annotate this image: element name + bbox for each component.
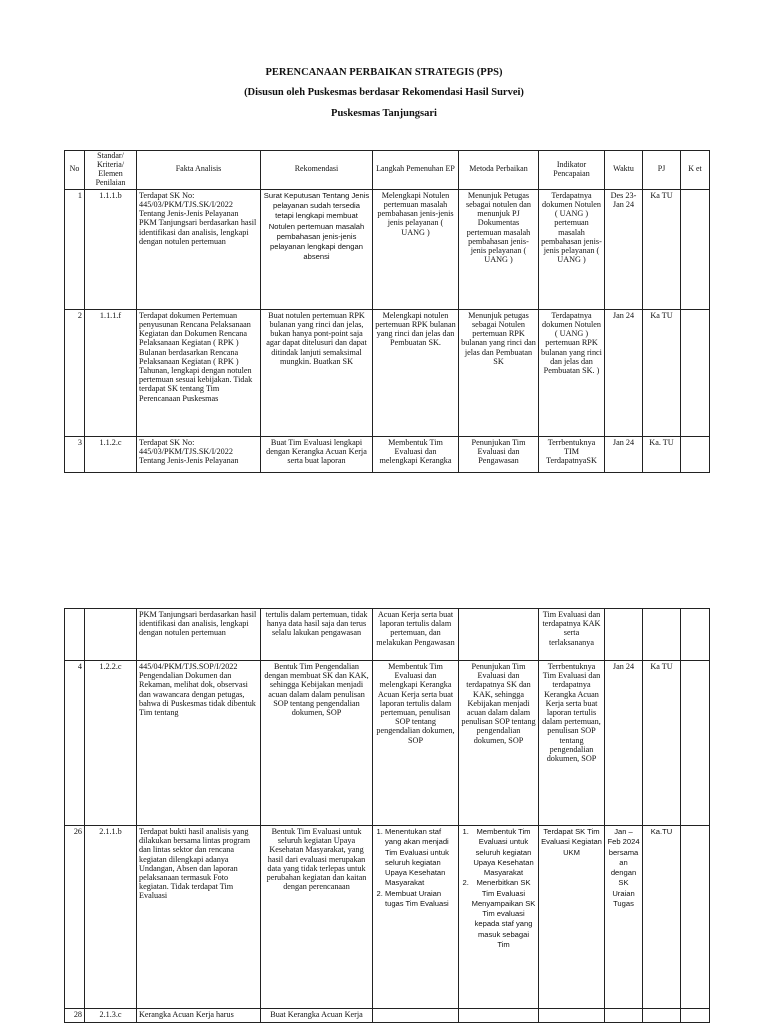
cell-waktu <box>605 1009 643 1023</box>
cell-no: 1 <box>65 189 85 309</box>
cell-indikator: Terdapatnya dokumen Notulen ( UANG ) pertemuan RPK bulanan yang rinci dan jelas dan Pembuatan SK. ) <box>539 309 605 436</box>
col-header-langkah: Langkah Pemenuhan EP <box>373 151 459 190</box>
col-header-rekomendasi: Rekomendasi <box>261 151 373 190</box>
col-header-indikator: Indikator Pencapaian <box>539 151 605 190</box>
col-header-standar: Standar/ Kriteria/ Elemen Penilaian <box>85 151 137 190</box>
document-subtitle: (Disusun oleh Puskesmas berdasar Rekomendasi Hasil Survei) <box>244 87 524 98</box>
cell-pj: Ka TU <box>643 661 681 826</box>
table-row <box>65 189 710 309</box>
list-item: 2. Membuat Uraian tugas Tim Evaluasi <box>385 889 456 910</box>
cell-standar: 2.1.3.c <box>85 1009 137 1023</box>
cell-no: 3 <box>65 436 85 472</box>
cell-ket <box>681 309 710 436</box>
cell-pj <box>643 1009 681 1023</box>
cell-fakta: Terdapat bukti hasil analisis yang dilakukan bersama lintas program dan lintas sektor dan rencana kegiatan dilengkapi adanya Undangan, Absen dan laporan pelaksanaan termasuk Foto kegiatan. Tidak terdapat Tim Evaluasi <box>137 826 261 1009</box>
cell-langkah: Melengkapi notulen pertemuan RPK bulanan yang rinci dan jelas dan Pembuatan SK. <box>373 309 459 436</box>
table-row <box>65 309 710 436</box>
table-row <box>65 436 710 472</box>
cell-metoda: Penunjukan Tim Evaluasi dan terdapatnya SK dan KAK, sehingga Kebijakan menjadi acuan dalam dalam penulisan SOP tentang pengendalian dokumen, SOP <box>459 661 539 826</box>
cell-fakta: Terdapat dokumen Pertemuan penyusunan Rencana Pelaksanaan Kegiatan dan Dokumen Rencana Pelaksanaan Kegiatan ( RPK ) Bulanan berdasarkan Rencana Pelaksanaan Kegiatan ( RPK ) Tahunan, lengkapi dengan notulen pertemuan sesuai kebijakan. Tidak terdapat SK tentang Tim Perencanaan Puskesmas <box>137 309 261 436</box>
organization-name: Puskesmas Tanjungsari <box>331 108 437 119</box>
cell-rekomendasi: Bentuk Tim Evaluasi untuk seluruh kegiatan Upaya Kesehatan Masyarakat, yang hasil dari evaluasi merupakan data yang tidak terlepas untuk perubahan kegiatan dan kaitan dengan perencanaan <box>261 826 373 1009</box>
cell-no: 26 <box>65 826 85 1009</box>
cell-ket <box>681 826 710 1009</box>
cell-pj: Ka TU <box>643 309 681 436</box>
list-item: 1. Menentukan staf yang akan menjadi Tim Evaluasi untuk seluruh kegiatan Upaya Kesehatan Masyarakat <box>385 827 456 889</box>
col-header-fakta: Fakta Analisis <box>137 151 261 190</box>
cell-indikator: Terrbentuknya TIM TerdapatnyaSK <box>539 436 605 472</box>
cell-pj <box>643 609 681 661</box>
cell-ket <box>681 189 710 309</box>
document-title: PERENCANAAN PERBAIKAN STRATEGIS (PPS) <box>265 67 503 78</box>
cell-indikator: Terdapat SK Tim Evaluasi Kegiatan UKM <box>539 826 605 1009</box>
table-row <box>65 661 710 826</box>
cell-indikator: Terdapatnya dokumen Notulen ( UANG ) pertemuan masalah pembahasan jenis-jenis pelayanan ( UANG ) <box>539 189 605 309</box>
cell-waktu: Jan 24 <box>605 309 643 436</box>
table-row <box>65 1009 710 1023</box>
cell-fakta: 445/04/PKM/TJS.SOP/I/2022 Pengendalian Dokumen dan Rekaman, melihat dok, observasi dan wawancara dengan petugas, bahwa di Puskesmas tidak dibentuk Tim tentang <box>137 661 261 826</box>
cell-pj: Ka.TU <box>643 826 681 1009</box>
cell-waktu: Jan 24 <box>605 436 643 472</box>
cell-rekomendasi: Buat Tim Evaluasi lengkapi dengan Kerangka Acuan Kerja serta buat laporan <box>261 436 373 472</box>
cell-langkah: Membentuk Tim Evaluasi dan melengkapi Kerangka Acuan Kerja serta buat laporan tertulis dalam pertemuan, penulisan SOP tentang pengendalian dokumen, SOP <box>373 661 459 826</box>
table-row <box>65 609 710 661</box>
cell-standar: 1.1.1.f <box>85 309 137 436</box>
cell-standar: 1.2.2.c <box>85 661 137 826</box>
cell-waktu: Jan 24 <box>605 661 643 826</box>
cell-waktu <box>605 609 643 661</box>
cell-langkah <box>373 1009 459 1023</box>
cell-no: 2 <box>65 309 85 436</box>
table-row <box>65 826 710 1009</box>
cell-indikator <box>539 1009 605 1023</box>
cell-rekomendasi: Buat notulen pertemuan RPK bulanan yang rinci dan jelas, bukan hanya pont-point saja agar dapat ditelusuri dan dapat ditindak lanjuti semaksimal mungkin. Buatkan SK <box>261 309 373 436</box>
cell-rekomendasi: Bentuk Tim Pengendalian dengan membuat SK dan KAK, sehingga Kebijakan menjadi acuan dalam dalam penulisan SOP tentang pengendalian dokumen, SOP <box>261 661 373 826</box>
cell-metoda <box>459 826 539 1009</box>
col-header-pj: PJ <box>643 151 681 190</box>
cell-rekomendasi: Surat Keputusan Tentang Jenis pelayanan sudah tersedia tetapi lengkapi membuat Notulen pertemuan masalah pembahasan jenis-jenis pelayanan lengkapi dengan absensi <box>261 189 373 309</box>
cell-langkah <box>373 826 459 1009</box>
col-header-waktu: Waktu <box>605 151 643 190</box>
cell-indikator: Terrbentuknya Tim Evaluasi dan terdapatnya Kerangka Acuan Kerja serta buat laporan tertulis dalam pertemuan, penulisan SOP tentang pengendalian dokumen, SOP <box>539 661 605 826</box>
cell-waktu: Jan – Feb 2024 bersamaan dengan SK Uraian Tugas <box>605 826 643 1009</box>
cell-fakta: Terdapat SK No: 445/03/PKM/TJS.SK/I/2022 Tentang Jenis-Jenis Pelayanan <box>137 436 261 472</box>
list-item: 1. Membentuk Tim Evaluasi untuk seluruh kegiatan Upaya Kesehatan Masyarakat <box>471 827 536 878</box>
cell-ket <box>681 661 710 826</box>
cell-rekomendasi: tertulis dalam pertemuan, tidak hanya data hasil saja dan terus selalu lakukan pengawasan <box>261 609 373 661</box>
pps-table-page-1 <box>64 150 710 473</box>
cell-rekomendasi: Buat Kerangka Acuan Kerja <box>261 1009 373 1023</box>
cell-fakta: PKM Tanjungsari berdasarkan hasil identifikasi dan analisis, lengkapi dengan notulen pertemuan <box>137 609 261 661</box>
cell-no <box>65 609 85 661</box>
cell-langkah: Melengkapi Notulen pertemuan masalah pembahasan jenis-jenis jenis pelayanan ( UANG ) <box>373 189 459 309</box>
cell-standar: 1.1.1.b <box>85 189 137 309</box>
metoda-list <box>461 827 536 950</box>
pps-table-page-2 <box>64 608 710 1023</box>
document-page-2 <box>0 520 768 1024</box>
col-header-no: No <box>65 151 85 190</box>
list-item: 2. Menerbitkan SK Tim Evaluasi Menyampaikan SK Tim evaluasi kepada staf yang masuk sebagai Tim <box>471 878 536 950</box>
cell-metoda: Menunjuk Petugas sebagai notulen dan menunjuk PJ Dokumentas pertemuan masalah pembahasan jenis-jenis pelayanan ( UANG ) <box>459 189 539 309</box>
cell-standar <box>85 609 137 661</box>
cell-fakta: Kerangka Acuan Kerja harus <box>137 1009 261 1023</box>
cell-standar: 2.1.1.b <box>85 826 137 1009</box>
cell-metoda <box>459 1009 539 1023</box>
cell-waktu: Des 23-Jan 24 <box>605 189 643 309</box>
cell-metoda: Menunjuk petugas sebagai Notulen pertemuan RPK bulanan yang rinci dan jelas dan Pembuatan SK <box>459 309 539 436</box>
cell-langkah: Acuan Kerja serta buat laporan tertulis dalam pertemuan, dan melakukan Pengawasan <box>373 609 459 661</box>
cell-ket <box>681 1009 710 1023</box>
cell-standar: 1.1.2.c <box>85 436 137 472</box>
cell-metoda <box>459 609 539 661</box>
cell-ket <box>681 436 710 472</box>
cell-pj: Ka. TU <box>643 436 681 472</box>
langkah-list <box>375 827 456 909</box>
cell-fakta: Terdapat SK No: 445/03/PKM/TJS.SK/I/2022 Tentang Jenis-Jenis Pelayanan PKM Tanjungsari berdasarkan hasil identifikasi dan analisis, lengkapi dengan notulen pertemuan <box>137 189 261 309</box>
cell-no: 4 <box>65 661 85 826</box>
cell-pj: Ka TU <box>643 189 681 309</box>
table-header-row <box>65 151 710 190</box>
cell-metoda: Penunjukan Tim Evaluasi dan Pengawasan <box>459 436 539 472</box>
col-header-metoda: Metoda Perbaikan <box>459 151 539 190</box>
cell-indikator: Tim Evaluasi dan terdapatnya KAK serta terlaksananya <box>539 609 605 661</box>
cell-ket <box>681 609 710 661</box>
col-header-ket: K et <box>681 151 710 190</box>
cell-no: 28 <box>65 1009 85 1023</box>
cell-langkah: Membentuk Tim Evaluasi dan melengkapi Kerangka <box>373 436 459 472</box>
